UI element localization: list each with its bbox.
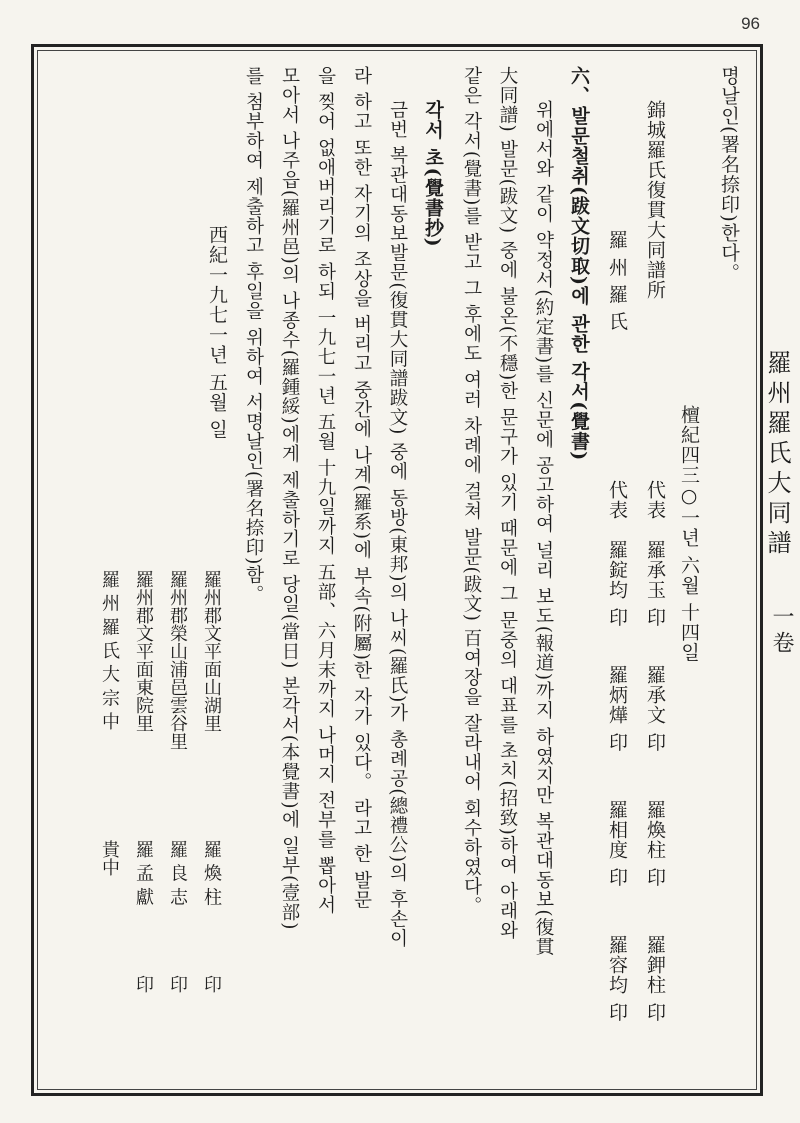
org-seal: 羅鉀柱 印 (644, 935, 666, 1023)
signatory-name: 羅 良 志 (167, 840, 188, 906)
seal-mark: 印 (167, 975, 188, 993)
clan-seal: 羅炳燁 印 (606, 665, 628, 753)
volume-label: 一卷 (769, 605, 794, 657)
signatory-name: 羅 煥 柱 (201, 840, 222, 906)
signatory-name: 羅 孟 獻 (133, 840, 154, 906)
seal-mark: 印 (201, 975, 222, 993)
quote-line: 모아서 나주읍(羅州邑)의 나종수(羅鍾綏)에게 제출하기로 당일(當日) 본각서(本覺書)에 일부(壹部) (279, 66, 300, 931)
seal-mark: 印 (133, 975, 154, 993)
clan-seal: 羅相度 印 (606, 800, 628, 888)
org-seal: 羅承玉 印 (644, 540, 666, 628)
paragraph-line: 大同譜) 발문(跋文) 중에 불온(不穩)한 문구가 있기 때문에 그 문중의 대표를 초치(招致)하여 아래와 (497, 66, 518, 941)
org-rep: 代表 (644, 480, 666, 520)
date-line: 西紀一九七一년 五월 일 (206, 225, 228, 440)
date-line: 檀紀四三○一년 六월 十四일 (678, 405, 700, 663)
signatory-address: 羅州郡榮山浦邑雲谷里 (167, 570, 188, 750)
clan-seal: 羅錠均 印 (606, 540, 628, 628)
org-seal: 羅煥柱 印 (644, 800, 666, 888)
quote-line: 을 찢어 없애버리기로 하되 一九七一년 五월 十九일까지 五部、六月末까지 나머지 전부를 뽑아서 (315, 66, 336, 915)
org-seal: 羅承文 印 (644, 665, 666, 753)
paragraph-line: 같은 각서(覺書)를 받고 그 후에도 여러 차례에 걸쳐 발문(跋文) 百여장을 잘라내어 회수하였다。 (461, 66, 482, 916)
quote-line: 라 하고 또한 자기의 조상을 버리고 중간에 나계(羅系)에 부속(附屬)한 자가 있다。 라고 한 발문 (351, 66, 372, 910)
text-line: 명날인(署名捺印)한다。 (718, 66, 740, 283)
signatory-name: 貴中 (99, 840, 120, 876)
quote-line: 를 첨부하여 제출하고 후일을 위하여 서명날인(署名捺印)함。 (243, 66, 264, 605)
clan-rep: 代表 (606, 480, 628, 520)
paragraph-line: 위에서와 같이 약정서(約定書)를 신문에 공고하여 널리 보도(報道)까지 하였지만 복관대동보(復貫 (533, 100, 554, 957)
signatory-address: 羅州郡文平面東院里 (133, 570, 154, 732)
book-title: 羅州羅氏大同譜 (763, 350, 791, 560)
page-number: 96 (741, 14, 760, 33)
org-name: 錦城羅氏復貫大同譜所 (644, 100, 666, 300)
section-heading: 六、발문철취(跋文切取)에 관한 각서(覺書) (568, 66, 590, 462)
clan-seal: 羅容均 印 (606, 935, 628, 1023)
signatory-address: 羅 州 羅 氏 大 宗 中 (99, 570, 120, 731)
clan-name: 羅 州 羅 氏 (606, 230, 628, 332)
signatory-address: 羅州郡文平面山湖里 (201, 570, 222, 732)
quote-line: 금번 복관대동보발문(復貫大同譜跋文) 중에 동방(東邦)의 나씨(羅氏)가 총례공(總禮公)의 후손이 (387, 100, 408, 949)
subheading: 각서 초(覺書抄) (422, 100, 444, 248)
